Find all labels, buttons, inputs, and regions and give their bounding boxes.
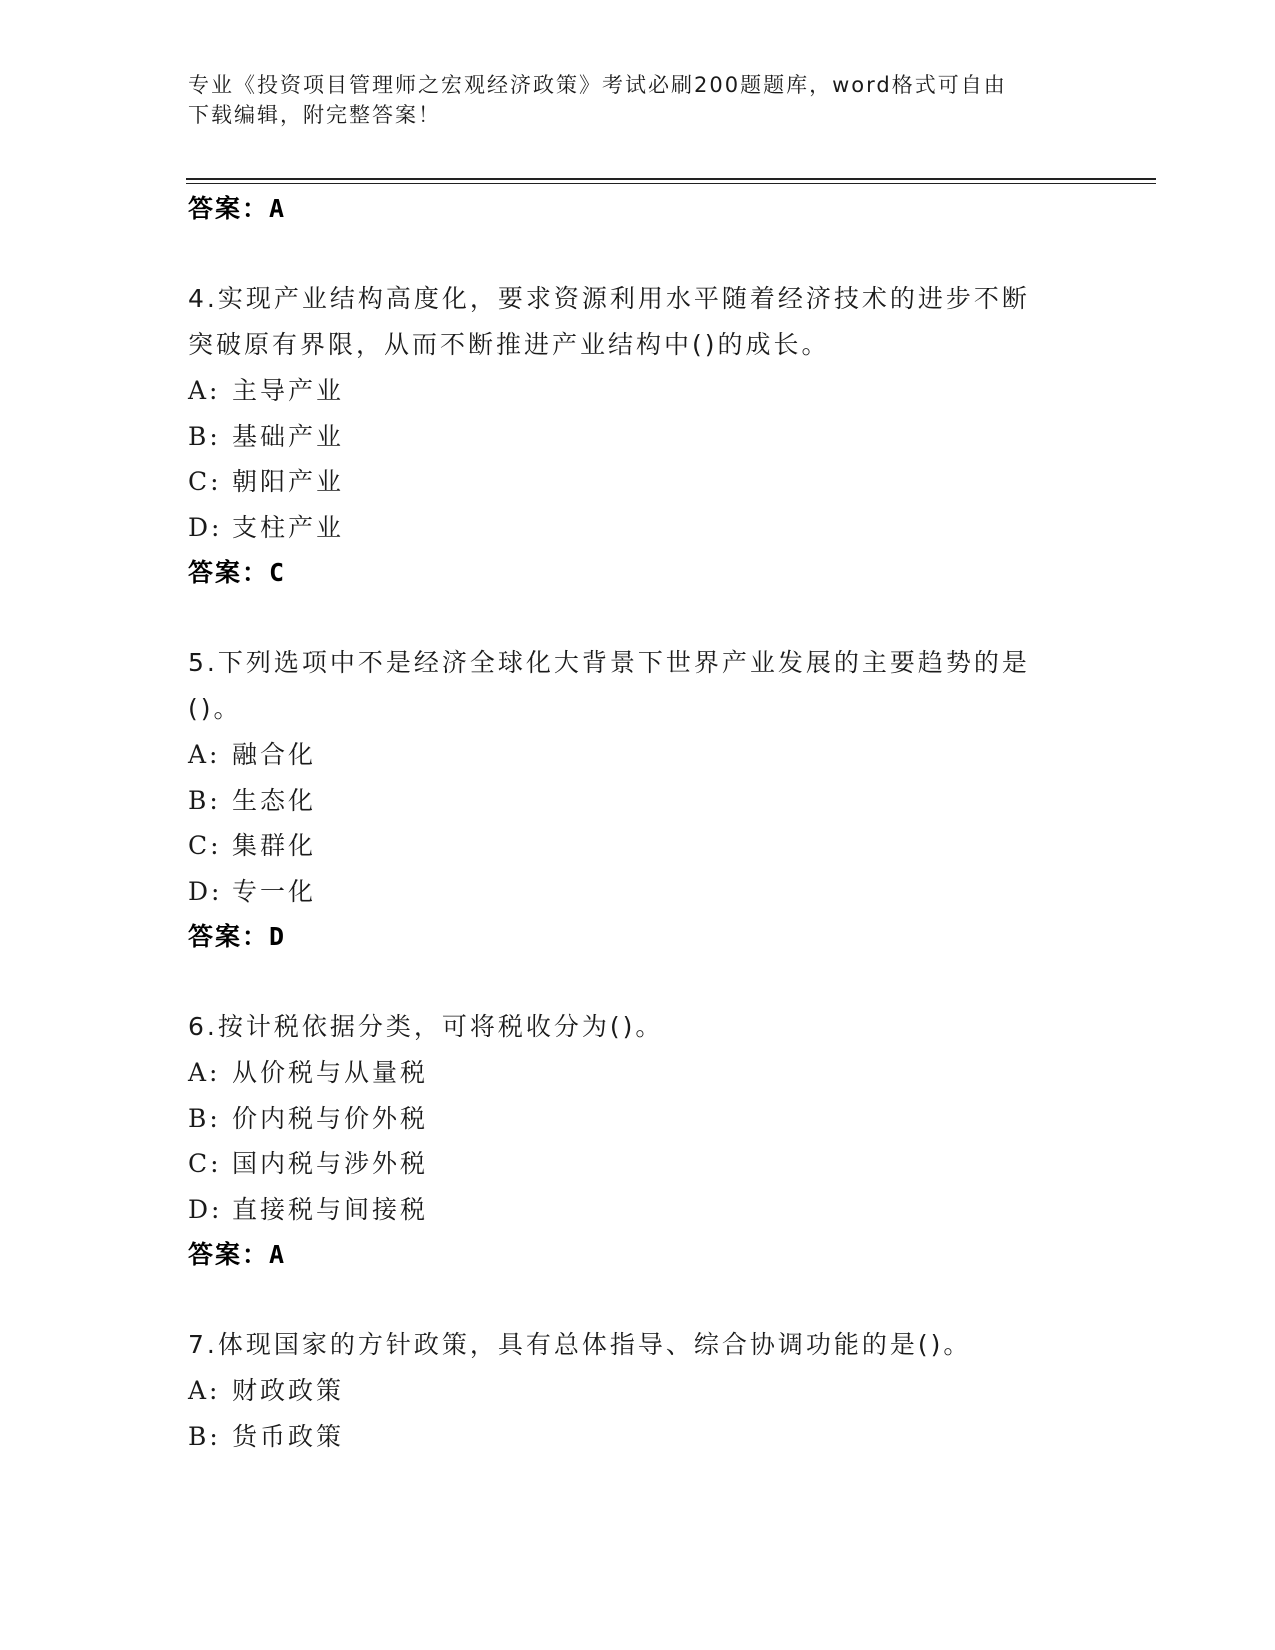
- option-d: [188, 1187, 1068, 1233]
- answer-line: [188, 550, 1068, 596]
- option-key: B:: [188, 785, 221, 815]
- answer-line: [188, 1232, 1068, 1278]
- option-b: [188, 1096, 1068, 1142]
- option-text: 专一化: [232, 876, 317, 906]
- option-d: [188, 869, 1068, 915]
- option-key: D:: [188, 512, 223, 542]
- answer-label: 答案：: [188, 558, 270, 587]
- option-c: [188, 823, 1068, 869]
- option-a: [188, 732, 1068, 778]
- question-text: 6.按计税依据分类，可将税收分为()。: [188, 1012, 664, 1041]
- option-text: 集群化: [232, 831, 317, 860]
- header-divider-thin: [186, 183, 1156, 184]
- option-b: [188, 414, 1068, 460]
- question-text: 4.实现产业结构高度化，要求资源利用水平随着经济技术的进步不断: [188, 284, 1030, 313]
- answer-value: C: [269, 558, 287, 587]
- question-4: [188, 276, 1068, 596]
- answer-line: [188, 914, 1068, 960]
- option-key: B:: [188, 1103, 221, 1133]
- option-key: D:: [188, 876, 223, 906]
- option-b: [188, 778, 1068, 824]
- option-c: [188, 459, 1068, 505]
- option-text: 融合化: [232, 740, 317, 769]
- option-a: [188, 1368, 1068, 1414]
- answer-label: 答案：: [188, 194, 270, 223]
- option-key: A:: [188, 1058, 221, 1087]
- document-body: [188, 186, 1068, 1459]
- option-text: 生态化: [232, 785, 317, 815]
- option-key: C:: [188, 831, 222, 860]
- option-text: 支柱产业: [232, 512, 345, 542]
- header-line-1: 专业《投资项目管理师之宏观经济政策》考试必刷200题题库，word格式可自由: [188, 73, 1007, 97]
- answer-label: 答案：: [188, 922, 270, 951]
- answer-label: 答案：: [188, 1240, 270, 1269]
- option-text: 直接税与间接税: [232, 1194, 429, 1224]
- option-key: D:: [188, 1194, 223, 1224]
- option-b: [188, 1414, 1068, 1460]
- header-line-2: 下载编辑，附完整答案！: [188, 103, 441, 127]
- option-text: 主导产业: [232, 376, 345, 405]
- question-5: [188, 640, 1068, 960]
- answer-value: A: [269, 1240, 287, 1269]
- answer-line: [188, 186, 1068, 232]
- document-header: [188, 70, 1068, 130]
- option-key: B:: [188, 1421, 221, 1451]
- question-text: 7.体现国家的方针政策，具有总体指导、综合协调功能的是()。: [188, 1330, 972, 1359]
- option-key: C:: [188, 1149, 222, 1178]
- option-c: [188, 1141, 1068, 1187]
- option-key: A:: [188, 376, 221, 405]
- option-text: 基础产业: [232, 421, 345, 451]
- question-text-cont: 突破原有界限，从而不断推进产业结构中()的成长。: [188, 330, 830, 359]
- option-text: 国内税与涉外税: [232, 1149, 429, 1178]
- option-text: 从价税与从量税: [232, 1058, 429, 1087]
- option-a: [188, 1050, 1068, 1096]
- option-text: 朝阳产业: [232, 467, 345, 496]
- option-text: 财政政策: [232, 1376, 345, 1405]
- option-key: B:: [188, 421, 221, 451]
- answer-value: D: [269, 922, 287, 951]
- answer-value: A: [269, 194, 287, 223]
- header-divider: [186, 178, 1156, 180]
- option-d: [188, 505, 1068, 551]
- option-a: [188, 368, 1068, 414]
- question-6: [188, 1004, 1068, 1278]
- question-text-cont: ()。: [188, 694, 242, 723]
- option-text: 货币政策: [232, 1421, 345, 1451]
- option-key: C:: [188, 467, 222, 496]
- option-key: A:: [188, 1376, 221, 1405]
- option-key: A:: [188, 740, 221, 769]
- option-text: 价内税与价外税: [232, 1103, 429, 1133]
- question-text: 5.下列选项中不是经济全球化大背景下世界产业发展的主要趋势的是: [188, 648, 1030, 677]
- question-7: [188, 1322, 1068, 1459]
